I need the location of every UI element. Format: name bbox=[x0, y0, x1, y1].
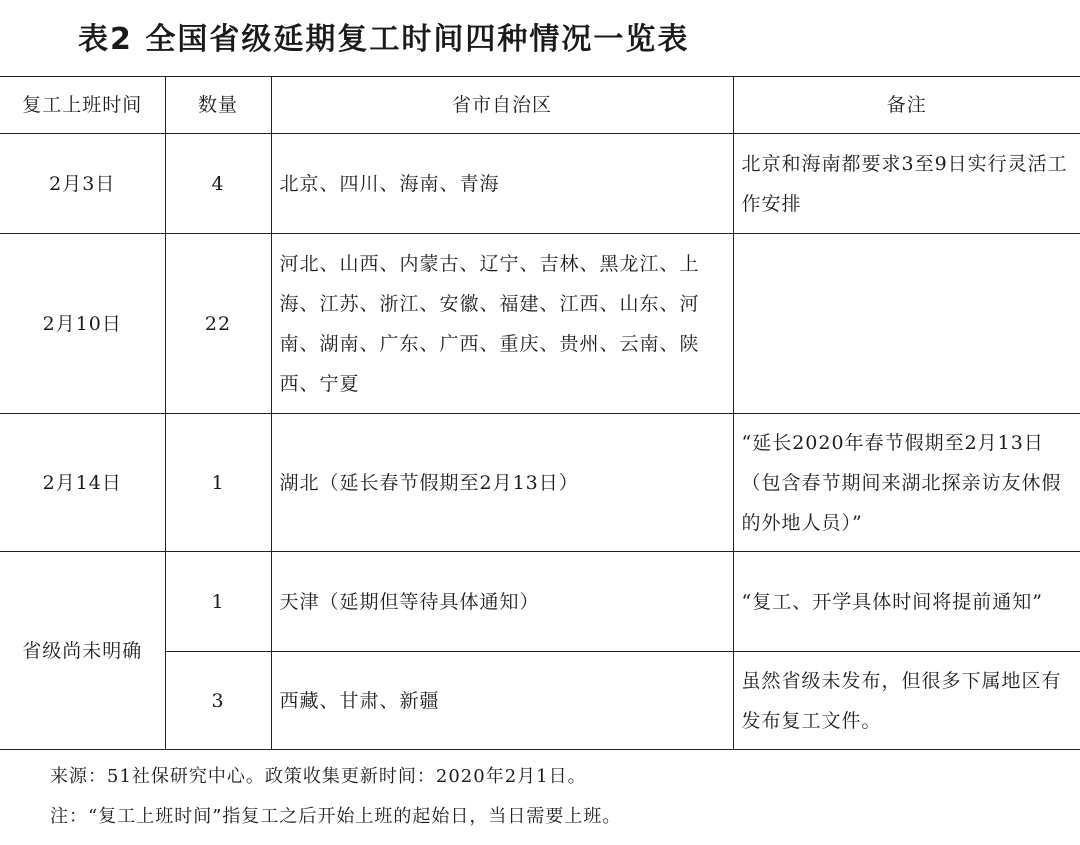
source-note: 来源：51社保研究中心。政策收集更新时间：2020年2月1日。 bbox=[50, 766, 587, 787]
cell-time: 省级尚未明确 bbox=[0, 552, 165, 750]
resumption-table bbox=[0, 76, 1080, 750]
cell-provinces: 河北、山西、内蒙古、辽宁、吉林、黑龙江、上海、江苏、浙江、安徽、福建、江西、山东、河南、湖南、广东、广西、重庆、贵州、云南、陕西、宁夏 bbox=[271, 234, 733, 414]
cell-provinces: 天津（延期但等待具体通知） bbox=[271, 552, 733, 652]
table-row bbox=[0, 134, 1080, 234]
header-time: 复工上班时间 bbox=[0, 77, 165, 134]
cell-remark: 北京和海南都要求3至9日实行灵活工作安排 bbox=[733, 134, 1080, 234]
header-row bbox=[0, 77, 1080, 134]
table-row bbox=[0, 234, 1080, 414]
cell-provinces: 北京、四川、海南、青海 bbox=[271, 134, 733, 234]
table-row bbox=[0, 552, 1080, 652]
cell-count: 3 bbox=[165, 652, 271, 750]
cell-time: 2月14日 bbox=[0, 414, 165, 552]
cell-remark: “复工、开学具体时间将提前通知” bbox=[733, 552, 1080, 652]
cell-provinces: 湖北（延长春节假期至2月13日） bbox=[271, 414, 733, 552]
header-provinces: 省市自治区 bbox=[271, 77, 733, 134]
table-row bbox=[0, 414, 1080, 552]
cell-count: 1 bbox=[165, 414, 271, 552]
cell-time: 2月3日 bbox=[0, 134, 165, 234]
cell-remark: 虽然省级未发布，但很多下属地区有发布复工文件。 bbox=[733, 652, 1080, 750]
cell-count: 22 bbox=[165, 234, 271, 414]
header-count: 数量 bbox=[165, 77, 271, 134]
footnote: 注：“复工上班时间”指复工之后开始上班的起始日，当日需要上班。 bbox=[50, 806, 622, 827]
cell-count: 1 bbox=[165, 552, 271, 652]
header-remark: 备注 bbox=[733, 77, 1080, 134]
cell-remark: “延长2020年春节假期至2月13日（包含春节期间来湖北探亲访友休假的外地人员）” bbox=[733, 414, 1080, 552]
cell-time: 2月10日 bbox=[0, 234, 165, 414]
cell-remark bbox=[733, 234, 1080, 414]
cell-provinces: 西藏、甘肃、新疆 bbox=[271, 652, 733, 750]
cell-count: 4 bbox=[165, 134, 271, 234]
table-title: 表2 全国省级延期复工时间四种情况一览表 bbox=[78, 22, 690, 57]
